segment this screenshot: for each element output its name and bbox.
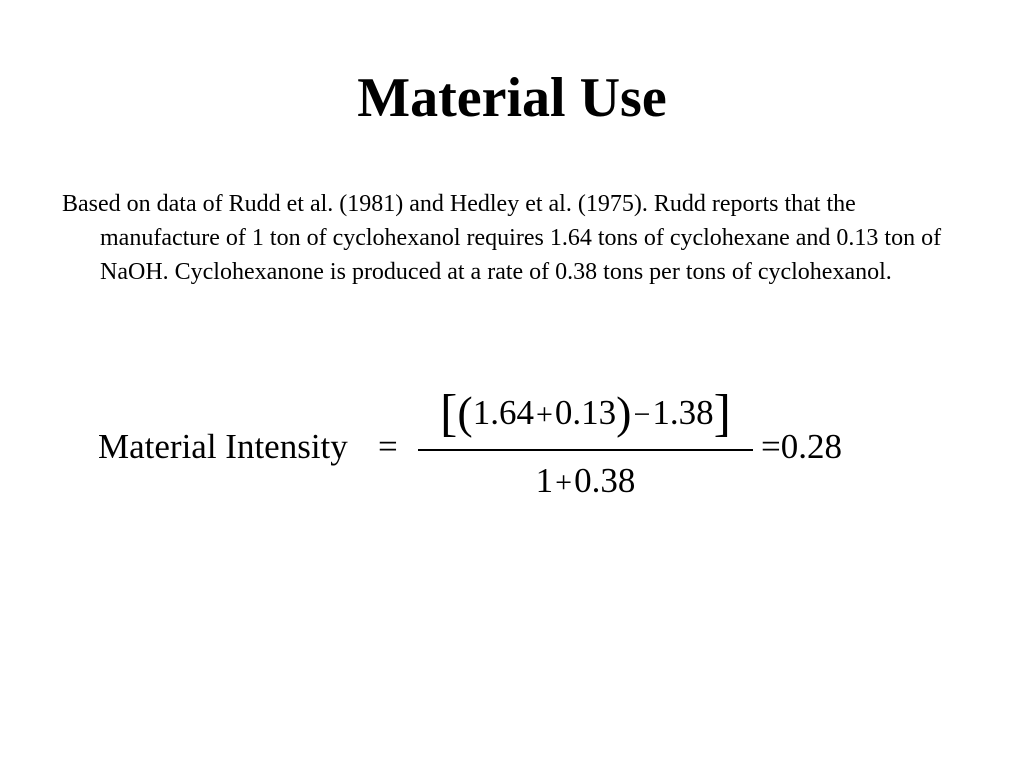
left-bracket: [ (440, 385, 458, 442)
denominator-term-a: 1 (535, 461, 554, 500)
left-paren: ( (457, 387, 473, 438)
numerator (418, 385, 753, 442)
equals-sign: = (378, 427, 398, 466)
denominator (418, 461, 753, 503)
minus-sign: − (633, 398, 651, 431)
equation-label: Material Intensity (98, 427, 348, 466)
plus-sign: + (535, 398, 553, 431)
right-bracket: ] (713, 385, 731, 442)
numerator-term-b: 0.13 (554, 393, 617, 432)
fraction (418, 385, 753, 505)
slide-title: Material Use (357, 67, 667, 129)
fraction-bar (418, 449, 753, 451)
right-paren: ) (616, 387, 632, 438)
denominator-term-b: 0.38 (574, 461, 636, 500)
numerator-term-c: 1.38 (652, 393, 714, 432)
denominator-plus-sign: + (555, 466, 573, 499)
numerator-term-a: 1.64 (472, 393, 534, 432)
equation-result: 0.28 (780, 427, 842, 466)
result-equals-sign: = (761, 427, 781, 466)
result-group (761, 427, 842, 467)
body-paragraph: Based on data of Rudd et al. (1981) and Hedley et al. (1975). Rudd reports that the manufacture of 1 ton of cyclohexanol requires 1.64 tons of cyclohexane and 0.13 ton of NaOH. Cyclohexanone is produced at a rate of 0.38 tons per tons of cyclohexanol. (62, 191, 942, 285)
material-intensity-equation (98, 385, 898, 505)
